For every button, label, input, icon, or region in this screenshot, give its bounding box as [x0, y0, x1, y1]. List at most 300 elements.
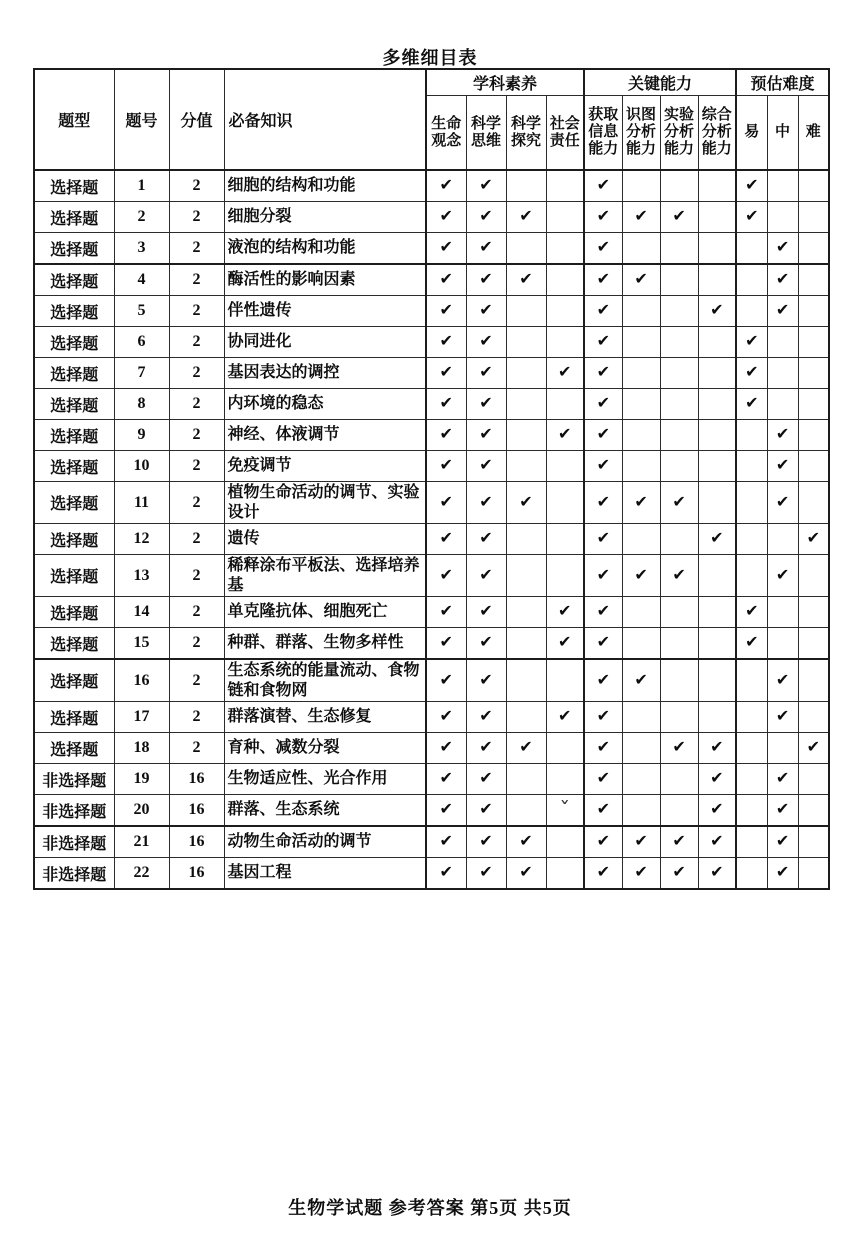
- check-icon: ✔: [519, 862, 533, 882]
- check-cell: [584, 389, 622, 420]
- check-cell: [767, 524, 798, 555]
- page-title: 多维细目表: [382, 48, 478, 68]
- check-cell: [466, 420, 506, 451]
- check-cell: [736, 327, 767, 358]
- check-icon: ✔: [439, 831, 453, 851]
- check-cell: [546, 702, 584, 733]
- check-cell: [546, 826, 584, 858]
- cell-question-type: 选择题: [34, 296, 114, 327]
- check-icon: ✔: [558, 632, 572, 652]
- check-cell: [466, 389, 506, 420]
- check-cell: [660, 170, 698, 202]
- check-cell: [506, 555, 546, 597]
- check-cell: [798, 764, 829, 795]
- cell-knowledge: 协同进化: [224, 327, 426, 358]
- check-cell: [698, 764, 736, 795]
- check-cell: [767, 202, 798, 233]
- check-cell: [506, 702, 546, 733]
- check-cell: [798, 420, 829, 451]
- check-cell: [798, 702, 829, 733]
- check-cell: [546, 296, 584, 327]
- check-icon: ✔: [519, 831, 533, 851]
- check-icon: ✔: [519, 206, 533, 225]
- check-icon: ✔: [710, 799, 724, 819]
- check-cell: [506, 858, 546, 890]
- check-icon: ✔: [479, 632, 493, 652]
- cell-points: 16: [169, 795, 224, 827]
- cell-question-no: 20: [114, 795, 169, 827]
- check-cell: [698, 389, 736, 420]
- check-icon: ✔: [596, 632, 610, 652]
- check-cell: [798, 296, 829, 327]
- check-cell: [698, 482, 736, 524]
- cell-question-type: 非选择题: [34, 795, 114, 827]
- table-row: [34, 702, 829, 733]
- table-row: [34, 202, 829, 233]
- cell-knowledge: 植物生命活动的调节、实验设计: [224, 482, 426, 524]
- check-cell: [466, 170, 506, 202]
- check-cell: [622, 202, 660, 233]
- check-icon: ✔: [596, 424, 610, 443]
- table-row: [34, 764, 829, 795]
- cell-question-no: 17: [114, 702, 169, 733]
- cell-points: 2: [169, 420, 224, 451]
- cell-knowledge: 细胞分裂: [224, 202, 426, 233]
- check-icon: ✔: [775, 237, 790, 256]
- check-cell: [506, 659, 546, 702]
- check-icon: ✔: [479, 768, 493, 788]
- check-cell: [466, 733, 506, 764]
- check-cell: [426, 264, 466, 296]
- check-cell: [798, 555, 829, 597]
- check-icon: ✔: [479, 831, 493, 851]
- check-cell: [546, 327, 584, 358]
- page-footer: 生物学试题 参考答案 第5页 共5页: [288, 1198, 572, 1218]
- col-header-comprehensive-analysis: 综合分析能力: [698, 96, 736, 171]
- cell-question-no: 4: [114, 264, 169, 296]
- check-icon: ✔: [479, 528, 493, 548]
- table-row: [34, 296, 829, 327]
- check-cell: [798, 659, 829, 702]
- check-cell: [698, 420, 736, 451]
- check-cell: [426, 451, 466, 482]
- cell-knowledge: 动物生命活动的调节: [224, 826, 426, 858]
- cell-points: 2: [169, 264, 224, 296]
- check-cell: [466, 764, 506, 795]
- check-cell: [466, 358, 506, 389]
- cell-knowledge: 遗传: [224, 524, 426, 555]
- check-cell: [698, 264, 736, 296]
- cell-question-no: 8: [114, 389, 169, 420]
- check-icon: ✔: [745, 393, 759, 412]
- check-cell: [546, 389, 584, 420]
- check-cell: [622, 327, 660, 358]
- check-icon: ✔: [479, 206, 493, 225]
- check-cell: [736, 358, 767, 389]
- check-cell: [660, 597, 698, 628]
- check-icon: ✔: [558, 706, 572, 726]
- check-icon: ✔: [439, 331, 453, 350]
- check-cell: [698, 597, 736, 628]
- check-icon: ✔: [596, 269, 610, 288]
- check-icon: ✔: [775, 706, 790, 726]
- check-cell: [584, 482, 622, 524]
- table-row: [34, 233, 829, 265]
- cell-points: 2: [169, 202, 224, 233]
- check-icon: ✔: [596, 393, 610, 412]
- table-row: [34, 795, 829, 827]
- check-cell: [767, 659, 798, 702]
- check-cell: [506, 389, 546, 420]
- check-cell: [767, 628, 798, 660]
- check-icon: ✔: [710, 528, 724, 548]
- check-cell: [798, 358, 829, 389]
- check-cell: [698, 524, 736, 555]
- check-cell: [767, 451, 798, 482]
- cell-question-no: 10: [114, 451, 169, 482]
- check-cell: [584, 597, 622, 628]
- check-icon: ✔: [439, 528, 453, 548]
- check-cell: [698, 170, 736, 202]
- check-cell: [466, 233, 506, 265]
- check-icon: ✔: [479, 455, 493, 474]
- check-cell: [506, 358, 546, 389]
- check-cell: [466, 659, 506, 702]
- check-cell: [546, 858, 584, 890]
- cell-points: 2: [169, 659, 224, 702]
- check-cell: [698, 296, 736, 327]
- cell-question-type: 选择题: [34, 524, 114, 555]
- check-cell: [622, 659, 660, 702]
- check-cell: [546, 202, 584, 233]
- cell-question-no: 18: [114, 733, 169, 764]
- check-icon: ✔: [775, 669, 790, 689]
- cell-points: 2: [169, 358, 224, 389]
- cell-points: 2: [169, 524, 224, 555]
- check-cell: [798, 858, 829, 890]
- cell-knowledge: 种群、群落、生物多样性: [224, 628, 426, 660]
- cell-knowledge: 群落演替、生态修复: [224, 702, 426, 733]
- check-cell: [660, 795, 698, 827]
- check-icon: ✔: [479, 393, 493, 412]
- check-cell: [622, 264, 660, 296]
- cell-points: 16: [169, 826, 224, 858]
- check-icon: ✔: [439, 706, 453, 726]
- check-cell: [426, 358, 466, 389]
- check-icon: ✔: [634, 269, 648, 288]
- check-cell: [426, 733, 466, 764]
- check-icon: ✔: [479, 331, 493, 350]
- check-cell: [466, 524, 506, 555]
- check-icon: ✔: [806, 737, 820, 757]
- check-cell: [506, 264, 546, 296]
- check-icon: ✔: [710, 300, 724, 319]
- cell-points: 2: [169, 597, 224, 628]
- check-cell: [798, 795, 829, 827]
- check-cell: [660, 202, 698, 233]
- cell-question-type: 选择题: [34, 202, 114, 233]
- check-cell: [584, 170, 622, 202]
- check-cell: [426, 795, 466, 827]
- check-cell: [767, 826, 798, 858]
- check-icon: ✔: [439, 669, 453, 689]
- col-header-social-responsibility: 社会责任: [546, 96, 584, 171]
- check-cell: [584, 795, 622, 827]
- col-header-scientific-thinking: 科学思维: [466, 96, 506, 171]
- check-icon: ✔: [439, 175, 453, 194]
- check-icon: ✔: [479, 706, 493, 726]
- cell-question-no: 1: [114, 170, 169, 202]
- cell-knowledge: 伴性遗传: [224, 296, 426, 327]
- check-icon: ✔: [634, 862, 648, 882]
- check-cell: [767, 170, 798, 202]
- check-cell: [622, 170, 660, 202]
- col-header-points: 分值: [169, 69, 224, 170]
- check-cell: [546, 358, 584, 389]
- check-icon: ✔: [596, 300, 610, 319]
- check-cell: [622, 482, 660, 524]
- check-icon: ✔: [439, 455, 453, 474]
- cell-question-no: 12: [114, 524, 169, 555]
- check-icon: ✔: [745, 362, 759, 381]
- check-icon: ✔: [672, 491, 686, 511]
- check-cell: [546, 420, 584, 451]
- check-icon: ✔: [596, 737, 610, 757]
- check-cell: [466, 202, 506, 233]
- cell-question-type: 选择题: [34, 733, 114, 764]
- spec-table: [33, 68, 830, 890]
- check-cell: [546, 764, 584, 795]
- cell-points: 2: [169, 170, 224, 202]
- cell-knowledge: 细胞的结构和功能: [224, 170, 426, 202]
- check-cell: [736, 264, 767, 296]
- check-icon: ✔: [775, 491, 790, 511]
- check-icon: ✔: [519, 491, 533, 511]
- group-header-subject-literacy: 学科素养: [426, 69, 584, 96]
- check-icon: ✔: [558, 424, 572, 443]
- check-icon: ✔: [596, 175, 610, 194]
- check-icon: ✔: [775, 300, 790, 319]
- cell-knowledge: 生态系统的能量流动、食物链和食物网: [224, 659, 426, 702]
- check-cell: [798, 826, 829, 858]
- cell-question-type: 选择题: [34, 327, 114, 358]
- check-icon: ✔: [596, 564, 610, 584]
- cell-points: 2: [169, 555, 224, 597]
- table-row: [34, 858, 829, 890]
- check-cell: [584, 296, 622, 327]
- cell-question-no: 7: [114, 358, 169, 389]
- cell-knowledge: 生物适应性、光合作用: [224, 764, 426, 795]
- check-cell: [546, 233, 584, 265]
- check-cell: [698, 733, 736, 764]
- check-cell: [736, 702, 767, 733]
- check-cell: [767, 795, 798, 827]
- table-row: [34, 451, 829, 482]
- check-cell: [622, 795, 660, 827]
- check-cell: [660, 451, 698, 482]
- check-cell: [622, 702, 660, 733]
- check-icon: ✔: [479, 300, 493, 319]
- cell-question-type: 选择题: [34, 555, 114, 597]
- check-cell: [506, 170, 546, 202]
- check-cell: [736, 597, 767, 628]
- check-cell: [660, 733, 698, 764]
- check-cell: [736, 420, 767, 451]
- check-icon: ✔: [634, 564, 648, 584]
- check-icon: ✔: [745, 601, 759, 621]
- check-icon: ✔: [596, 331, 610, 350]
- check-icon: ✔: [775, 862, 790, 882]
- check-cell: [798, 628, 829, 660]
- check-icon: ✔: [439, 632, 453, 652]
- check-cell: [622, 597, 660, 628]
- check-cell: [660, 296, 698, 327]
- check-cell: [426, 555, 466, 597]
- check-cell: [506, 733, 546, 764]
- cell-knowledge: 酶活性的影响因素: [224, 264, 426, 296]
- check-icon: ✔: [479, 862, 493, 882]
- check-cell: [767, 389, 798, 420]
- check-cell: [506, 826, 546, 858]
- table-row: [34, 555, 829, 597]
- check-icon: ✔: [710, 737, 724, 757]
- check-icon: ✔: [596, 362, 610, 381]
- check-cell: [584, 858, 622, 890]
- check-cell: [767, 296, 798, 327]
- cell-question-type: 选择题: [34, 233, 114, 265]
- cell-question-no: 9: [114, 420, 169, 451]
- table-row: [34, 628, 829, 660]
- check-cell: [698, 327, 736, 358]
- check-icon: ✔: [775, 564, 790, 584]
- check-cell: [622, 296, 660, 327]
- check-cell: [426, 482, 466, 524]
- check-cell: [466, 327, 506, 358]
- check-icon: ✔: [775, 424, 790, 443]
- check-cell: [698, 702, 736, 733]
- check-icon: ✔: [596, 768, 610, 788]
- check-cell: [546, 524, 584, 555]
- col-header-question-type: 题型: [34, 69, 114, 170]
- table-row: [34, 482, 829, 524]
- check-cell: [546, 733, 584, 764]
- check-icon: ✔: [479, 175, 493, 194]
- col-header-scientific-inquiry: 科学探究: [506, 96, 546, 171]
- check-cell: [426, 764, 466, 795]
- check-icon: ✔: [596, 706, 610, 726]
- check-cell: [660, 858, 698, 890]
- check-cell: [622, 389, 660, 420]
- check-cell: [736, 858, 767, 890]
- check-cell: [798, 451, 829, 482]
- check-icon: ✔: [672, 862, 686, 882]
- check-icon: ✔: [596, 601, 610, 621]
- check-cell: [767, 233, 798, 265]
- group-header-difficulty: 预估难度: [736, 69, 829, 96]
- check-cell: [426, 233, 466, 265]
- check-cell: [798, 202, 829, 233]
- col-header-medium: 中: [767, 96, 798, 171]
- cell-knowledge: 免疫调节: [224, 451, 426, 482]
- check-cell: [736, 628, 767, 660]
- check-cell: [660, 555, 698, 597]
- check-icon: ✔: [558, 362, 572, 381]
- check-cell: [698, 858, 736, 890]
- check-cell: [546, 170, 584, 202]
- check-cell: [767, 358, 798, 389]
- cell-knowledge: 稀释涂布平板法、选择培养基: [224, 555, 426, 597]
- check-cell: [466, 482, 506, 524]
- check-cell: [736, 826, 767, 858]
- check-cell: [736, 233, 767, 265]
- check-cell: [466, 628, 506, 660]
- check-cell: [546, 628, 584, 660]
- check-cell: [506, 628, 546, 660]
- check-cell: [736, 389, 767, 420]
- check-cell: [698, 358, 736, 389]
- check-icon: ✔: [745, 175, 759, 194]
- check-cell: [660, 659, 698, 702]
- check-cell: [426, 826, 466, 858]
- group-header-key-ability: 关键能力: [584, 69, 736, 96]
- cell-question-no: 14: [114, 597, 169, 628]
- check-icon: ✔: [596, 862, 610, 882]
- check-cell: [546, 555, 584, 597]
- check-icon: ✔: [710, 862, 724, 882]
- table-row: [34, 524, 829, 555]
- check-cell: [798, 733, 829, 764]
- check-cell: [698, 826, 736, 858]
- check-cell: [660, 233, 698, 265]
- table-row: [34, 389, 829, 420]
- check-cell: [767, 482, 798, 524]
- check-icon: ✔: [439, 362, 453, 381]
- check-cell: [506, 482, 546, 524]
- check-cell: [584, 764, 622, 795]
- check-cell: [426, 420, 466, 451]
- cell-question-no: 13: [114, 555, 169, 597]
- check-cell: [506, 233, 546, 265]
- check-cell: [660, 389, 698, 420]
- cell-question-no: 5: [114, 296, 169, 327]
- check-cell: [622, 233, 660, 265]
- check-icon: ✔: [439, 737, 453, 757]
- check-cell: [798, 233, 829, 265]
- check-cell: [767, 733, 798, 764]
- check-icon: ✔: [806, 528, 820, 548]
- cell-points: 2: [169, 733, 224, 764]
- check-icon: ✔: [479, 737, 493, 757]
- check-cell: [736, 733, 767, 764]
- cell-points: 2: [169, 296, 224, 327]
- check-cell: [546, 451, 584, 482]
- cell-question-type: 选择题: [34, 597, 114, 628]
- check-icon: ✔: [672, 206, 686, 225]
- check-cell: [660, 764, 698, 795]
- check-cell: [767, 555, 798, 597]
- check-icon: ✔: [745, 206, 759, 225]
- check-icon: ✔: [775, 768, 790, 788]
- check-icon: ✔: [479, 799, 493, 819]
- check-cell: [622, 764, 660, 795]
- check-icon: ✔: [775, 455, 790, 474]
- check-cell: [736, 202, 767, 233]
- cell-question-no: 2: [114, 202, 169, 233]
- cell-points: 2: [169, 482, 224, 524]
- table-row: [34, 826, 829, 858]
- check-cell: [798, 482, 829, 524]
- cell-knowledge: 基因表达的调控: [224, 358, 426, 389]
